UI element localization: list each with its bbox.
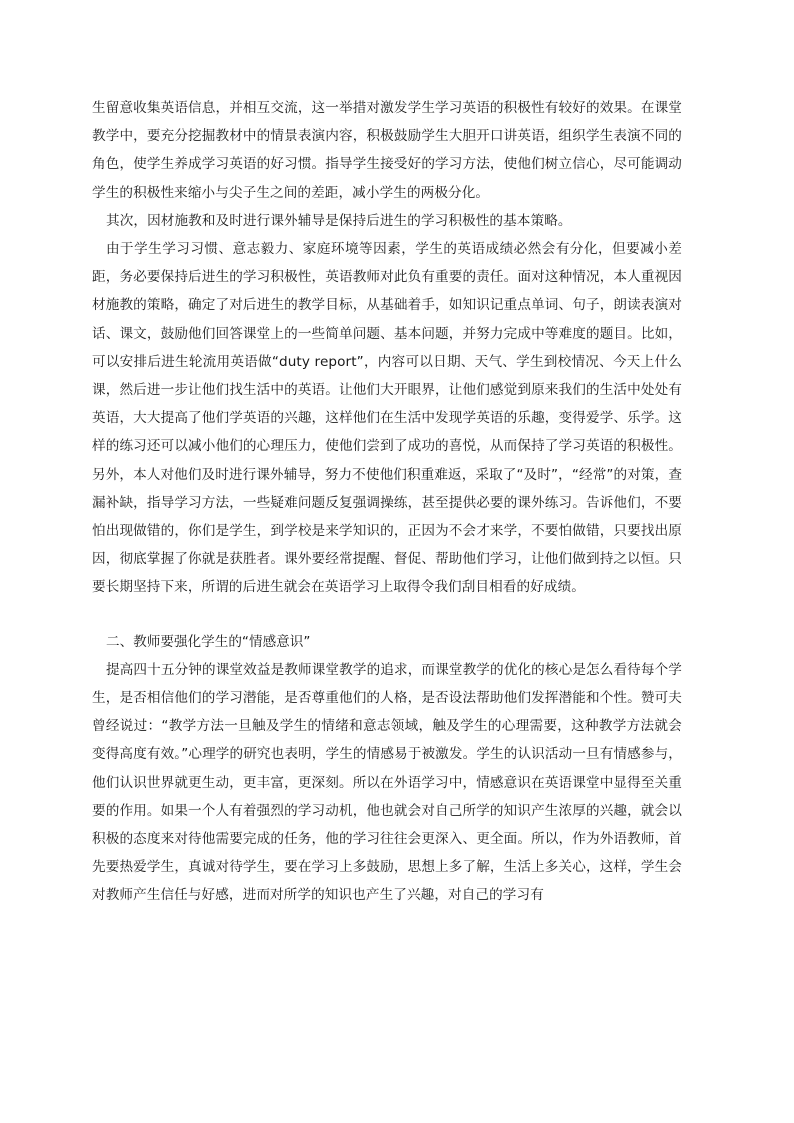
- section-heading: 二、教师要强化学生的“情感意识”: [106, 633, 311, 650]
- section-spacer: [92, 602, 682, 628]
- paragraph-emotion: 提高四十五分钟的课堂效益是教师课堂教学的追求，而课堂教学的优化的核心是怎么看待每个学生，是否相信他们的学习潜能，是否尊重他们的人格，是否设法帮助他们发挥潜能和个性。赞可夫曾经说过：“教学方法一旦触及学生的情绪和意志领域，触及学生的心理需要，这种教学方法就会变得高度有效。”心理学的研究也表明，学生的情感易于被激发。学生的认识活动一旦有情感参与，他们认识世界就更生动，更丰富，更深刻。所以在外语学习中，情感意识在英语课堂中显得至关重要的作用。如果一个人有着强烈的学习动机，他也就会对自己所学的知识产生浓厚的兴趣，就会以积极的态度来对待他需要完成的任务，他的学习往往会更深入、更全面。所以，作为外语教师，首先要热爱学生，真诚对待学生，要在学习上多鼓励，思想上多了解，生活上多关心，这样，学生会对教师产生信任与好感，进而对所学的知识也产生了兴趣，对自己的学习有: [92, 661, 682, 904]
- paragraph-strategy-heading: 其次，因材施教和及时进行课外辅导是保持后进生的学习积极性的基本策略。: [106, 212, 572, 229]
- document-page: [92, 94, 682, 910]
- paragraph-continuation: 生留意收集英语信息，并相互交流，这一举措对激发学生学习英语的积极性有较好的效果。在课堂教学中，要充分挖掘教材中的情景表演内容，积极鼓励学生大胆开口讲英语，组织学生表演不同的角色，使学生养成学习英语的好习惯。指导学生接受好的学习方法，使他们树立信心，尽可能调动学生的积极性来缩小与尖子生之间的差距，减小学生的两极分化。: [92, 100, 682, 201]
- paragraph-underachievers: 由于学生学习习惯、意志毅力、家庭环境等因素，学生的英语成绩必然会有分化，但要减小差距，务必要保持后进生的学习积极性，英语教师对此负有重要的责任。面对这种情况，本人重视因材施教的策略，确定了对后进生的教学目标，从基础着手，如知识记重点单词、句子，朗读表演对话、课文，鼓励他们回答课堂上的一些简单问题、基本问题，并努力完成中等难度的题目。比如，可以安排后进生轮流用英语做“duty report”，内容可以日期、天气、学生到校情况、今天上什么课，然后进一步让他们找生活中的英语。让他们大开眼界，让他们感觉到原来我们的生活中处处有英语，大大提高了他们学英语的兴趣，这样他们在生活中发现学英语的乐趣，变得爱学、乐学。这样的练习还可以减小他们的心理压力，使他们尝到了成功的喜悦，从而保持了学习英语的积极性。另外，本人对他们及时进行课外辅导，努力不使他们积重难返，采取了“及时”，“经常”的对策，查漏补缺，指导学习方法，一些疑难问题反复强调操练，甚至提供必要的课外练习。告诉他们，不要怕出现做错的，你们是学生，到学校是来学知识的，正因为不会才来学，不要怕做错，只要找出原因，彻底掌握了你就是获胜者。课外要经常提醒、督促、帮助他们学习，让他们做到持之以恒。只要长期坚持下来，所谓的后进生就会在英语学习上取得令我们刮目相看的好成绩。: [92, 241, 683, 596]
